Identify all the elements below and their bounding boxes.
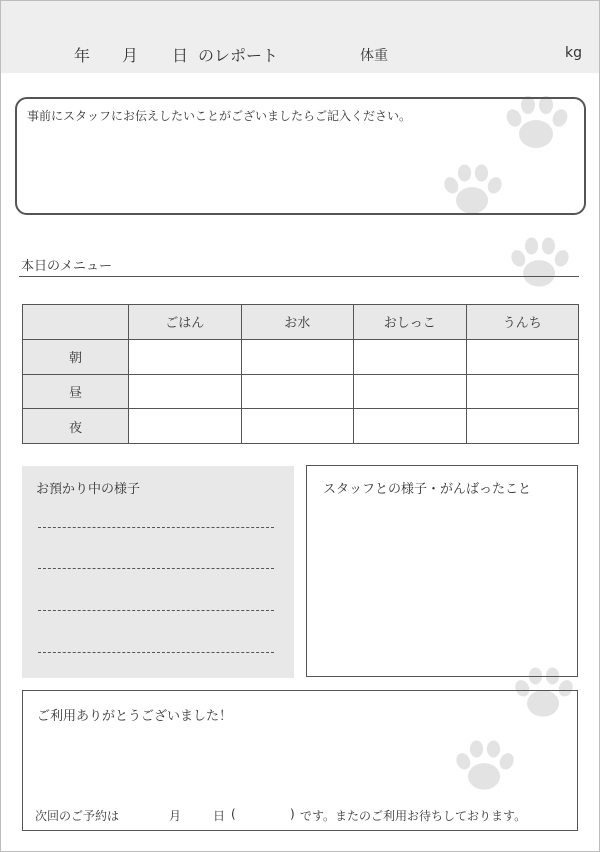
table-cell[interactable]: [241, 374, 354, 409]
writing-line: [38, 568, 274, 569]
column-header: お水: [241, 305, 354, 340]
table-corner-cell: [23, 305, 129, 340]
table-cell[interactable]: [241, 339, 354, 374]
row-header: 昼: [23, 374, 129, 409]
notice-box[interactable]: [15, 97, 586, 215]
next-paren-open: (: [231, 807, 236, 821]
table-cell[interactable]: [129, 409, 242, 444]
paw-print-icon: [507, 232, 573, 294]
column-header: おしっこ: [354, 305, 467, 340]
table-header-row: [23, 305, 579, 340]
writing-line: [38, 652, 274, 653]
table-cell[interactable]: [466, 339, 579, 374]
next-month: 月: [169, 809, 182, 823]
next-suffix: です。またのご利用お待ちしております。: [300, 809, 527, 823]
row-header: 朝: [23, 339, 129, 374]
table-cell[interactable]: [129, 339, 242, 374]
thanks-box: [22, 690, 578, 831]
writing-line: [38, 610, 274, 611]
staff-title: スタッフとの様子・がんばったこと: [323, 482, 532, 497]
menu-label: 本日のメニュー: [21, 259, 113, 274]
column-header: ごはん: [129, 305, 242, 340]
notice-text: 事前にスタッフにお伝えしたいことがございましたらご記入ください。: [27, 109, 412, 123]
day-label: 日: [172, 46, 189, 65]
table-cell[interactable]: [466, 374, 579, 409]
staff-box[interactable]: [306, 465, 578, 677]
table-cell[interactable]: [354, 409, 467, 444]
table-row: [23, 374, 579, 409]
table-cell[interactable]: [129, 374, 242, 409]
row-header: 夜: [23, 409, 129, 444]
weight-label: 体重: [360, 48, 388, 64]
condition-box[interactable]: [22, 466, 294, 678]
next-paren-close: ): [290, 807, 295, 821]
table-cell[interactable]: [354, 374, 467, 409]
weight-unit: kg: [565, 45, 582, 61]
condition-title: お預かり中の様子: [36, 482, 141, 497]
thanks-message: ご利用ありがとうございました！: [37, 709, 233, 724]
year-label: 年: [74, 46, 91, 65]
table-cell[interactable]: [466, 409, 579, 444]
month-label: 月: [122, 46, 139, 65]
table-cell[interactable]: [354, 339, 467, 374]
report-title: のレポート: [198, 46, 279, 65]
menu-table: [22, 304, 579, 444]
next-prefix: 次回のご予約は: [35, 809, 120, 823]
table-row: [23, 339, 579, 374]
report-header: [1, 1, 599, 73]
table-row: [23, 409, 579, 444]
menu-underline: [19, 276, 579, 277]
column-header: うんち: [466, 305, 579, 340]
table-cell[interactable]: [241, 409, 354, 444]
writing-line: [38, 527, 274, 528]
next-day: 日: [213, 809, 226, 823]
